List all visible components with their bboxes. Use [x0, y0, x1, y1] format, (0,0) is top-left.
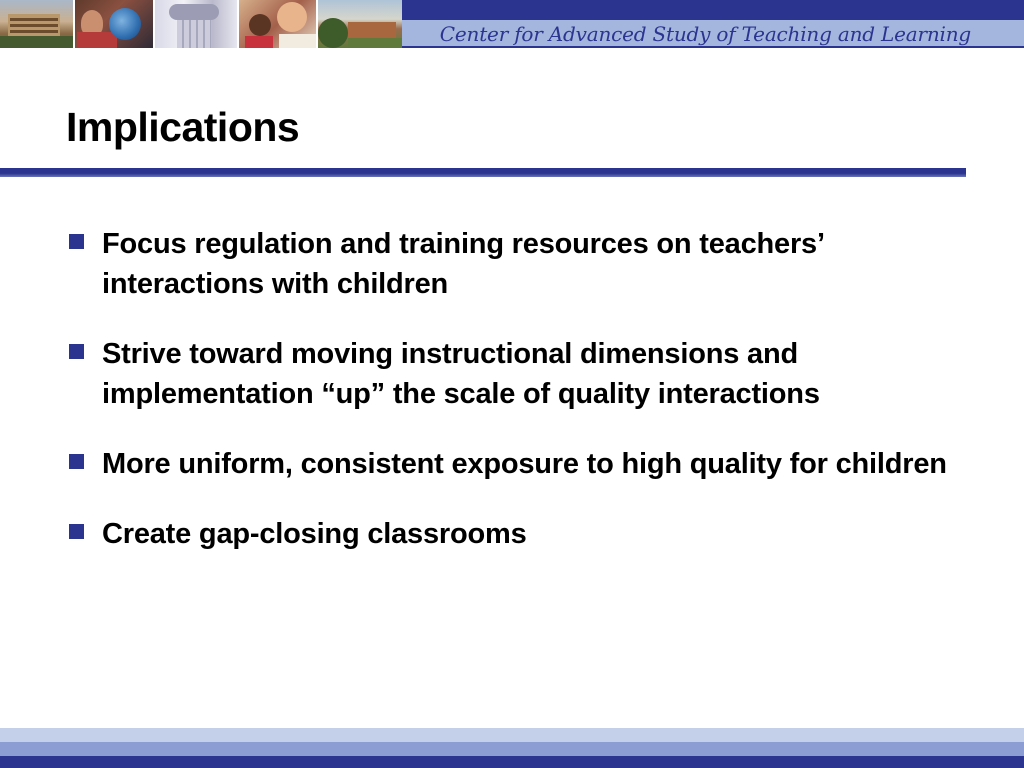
- footer-band-light: [0, 728, 1024, 742]
- bullet-text: Create gap-closing classrooms: [102, 518, 527, 550]
- campus-view-photo: [316, 0, 402, 48]
- bullet-text: Strive toward moving instructional dimensions and implementation “up” the scale of quality interactions: [102, 338, 820, 410]
- campus-building-photo: [0, 0, 73, 48]
- footer-band-mid: [0, 742, 1024, 756]
- title-underline: [0, 168, 966, 177]
- bullet-text: Focus regulation and training resources on teachers’ interactions with children: [102, 228, 824, 300]
- footer-band-dark: [0, 756, 1024, 768]
- children-in-classroom-photo: [237, 0, 316, 48]
- bullet-item: [66, 224, 986, 304]
- bullet-list: [66, 224, 986, 584]
- bullet-item: [66, 444, 986, 484]
- square-bullet-icon: [69, 344, 84, 359]
- square-bullet-icon: [69, 454, 84, 469]
- column-capital-photo: [153, 0, 237, 48]
- slide-title: Implications: [66, 104, 300, 150]
- footer-banner: [0, 728, 1024, 768]
- organization-name: Center for Advanced Study of Teaching and Learning: [439, 22, 971, 46]
- bullet-text: More uniform, consistent exposure to high quality for children: [102, 448, 947, 480]
- children-with-globe-photo: [73, 0, 153, 48]
- bullet-item: [66, 334, 986, 414]
- square-bullet-icon: [69, 234, 84, 249]
- bullet-item: [66, 514, 986, 554]
- header-banner: [402, 0, 1024, 48]
- header-band-line: [402, 46, 1024, 48]
- header-photo-strip: [0, 0, 402, 48]
- square-bullet-icon: [69, 524, 84, 539]
- header-band-dark: [402, 0, 1024, 20]
